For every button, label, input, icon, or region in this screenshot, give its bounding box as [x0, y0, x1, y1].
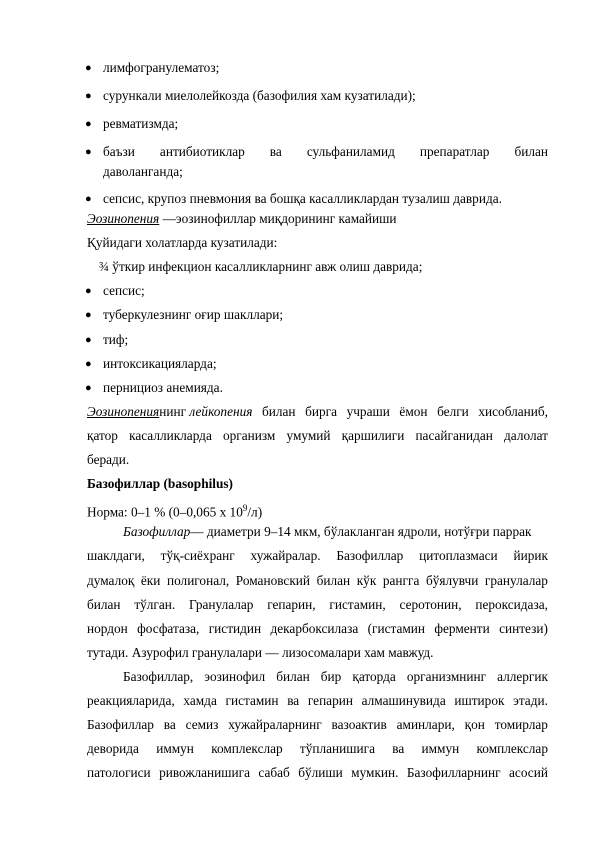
paragraph-line: Эозинопениянинг лейкопения билан бирга учраши ёмон белги хисобланиб, [87, 404, 548, 419]
word: касалликларда [129, 428, 212, 443]
justified-line [87, 764, 548, 782]
word: Базофилларнинг [406, 765, 501, 780]
word: комплекслар [476, 741, 548, 756]
justified-line [87, 572, 548, 590]
word: далолат [504, 428, 548, 443]
word: гистамин, [329, 597, 386, 612]
word: ва [287, 693, 300, 708]
word: цитоплазмаси [419, 548, 498, 563]
justified-line [87, 427, 548, 445]
word: думалоқ [87, 573, 135, 588]
word: эозинофил [204, 669, 266, 684]
word: семиз [185, 717, 219, 732]
bullet-icon: ● [85, 382, 92, 394]
word: бир [320, 669, 342, 684]
word: деворида [87, 741, 139, 756]
word: фосфатаза, [137, 621, 200, 636]
word: сабаб [258, 765, 290, 780]
word: полигонал, [166, 573, 230, 588]
word: ва [163, 717, 176, 732]
word: гранулалар [484, 573, 548, 588]
word: кўк [356, 573, 377, 588]
word: қаторда [352, 669, 396, 684]
justified-line [87, 692, 548, 710]
word: сульфаниламид [306, 144, 395, 159]
word: патологиси [87, 765, 151, 780]
bullet-icon: ● [85, 358, 92, 370]
word: ва [269, 144, 282, 159]
word: пасайганидан [415, 428, 493, 443]
norm-line: Норма: 0–1 % (0–0,065 х $10^9/л$) [87, 503, 263, 520]
bullet-icon: ● [85, 334, 92, 346]
word: билан [316, 573, 351, 588]
observed-heading: Қуйидаги холатларда кузатилади: [87, 235, 278, 250]
word: хамда [183, 693, 217, 708]
paragraph-line: тутади. Азурофил гранулалари — лизосомалари хам мавжуд. [87, 645, 434, 660]
paragraph-line: беради. [87, 452, 130, 467]
word: шаклдаги, [87, 548, 145, 563]
word: аминлари, [396, 717, 455, 732]
word: тўқ-сиёхранг [160, 548, 235, 563]
word: иштирок [454, 693, 505, 708]
word: билан [514, 144, 548, 159]
paragraph-line: Базофиллар— диаметри 9–14 мкм, бўлакланган ядроли, нотўғри паррак [123, 524, 532, 539]
bullet-icon: ● [85, 285, 92, 297]
word: Гранулалар [189, 597, 254, 612]
word: этади. [513, 693, 548, 708]
word: қаршилиги [341, 428, 405, 443]
justified-line [103, 143, 548, 161]
word: антибиотиклар [159, 144, 245, 159]
word: ривожланишига [159, 765, 250, 780]
word: организмнинг [406, 669, 487, 684]
section-title: Базофиллар (basophilus) [87, 476, 233, 491]
term-eosinopenia: Эозинопения [87, 211, 160, 226]
list-item-continuation: даволанганда; [103, 164, 183, 179]
document-page: ● лимфогранулематоз; ● сурункали миелолейкозда (базофилия хам кузатилади); ● ревматизмда; ● баъзи антибиотиклар ва сульфаниламид препаратлар билан даволанганда; ● сепсис, крупоз пневмония ва бошқа касалликлардан тузалиш даврида. Эозинопения —эозинофиллар миқдорининг камайиши Қуйидаги холатларда кузатилади: ¾ ўткир инфекцион касалликларнинг авж олиш даврида; ● сепсис; ● туберкулезнинг оғир шакллари; ● тиф; ● интоксикацияларда; ● пернициоз анемияда. Эозинопениянинг лейкопения билан бирга учраши ёмон белги хисобланиб, қатор касалликларда организм умумий қаршилиги пасайганидан далолат беради. Базофиллар (basophilus) Норма: 0–1 % (0–0,065 х $10^9/л$) Базофиллар— диаметри 9–14 мкм, бўлакланган ядроли, нотўғри паррак шаклдаги, тўқ-сиёхранг хужайралар. Базофиллар цитоплазмаси йирик думалоқ ёки полигонал, Романовский билан кўк рангга бўялувчи гранулалар билан тўлган. Гранулалар гепарин, гистамин, серотонин, пероксидаза, нордон фосфатаза, гистидин декарбоксилаза (гистамин ферменти синтези) тутади. Азурофил гранулалари — лизосомалари хам мавжуд. Базофиллар, эозинофил билан бир қаторда организмнинг аллергик реакцияларида, хамда гистамин ва гепарин алмашинувида иштирок этади. Базофиллар ва семиз хужайраларнинг вазоактив аминлари, қон томирлар деворида иммун комплекслар тўпланишига ва иммун комплекслар патологиси ривожланишига сабаб бўлиши мумкин. Базофилларнинг асосий [0, 0, 596, 842]
word: мумкин. [351, 765, 399, 780]
word: асосий [509, 765, 548, 780]
word: (гистамин [367, 621, 426, 636]
definition-line [87, 210, 596, 228]
word: реакцияларида, [87, 693, 175, 708]
word: Романовский [235, 573, 311, 588]
word: гепарин, [267, 597, 316, 612]
word: Базофиллар [336, 548, 404, 563]
word: билан [276, 669, 310, 684]
bullet-icon: ● [85, 193, 92, 205]
word: гистамин [225, 693, 279, 708]
definition-text: —эозинофиллар миқдорининг камайиши [159, 211, 397, 226]
justified-line [87, 740, 548, 758]
bullet-icon: ● [85, 118, 92, 130]
term-eosinopenia: Эозинопения [87, 404, 160, 419]
word: пероксидаза, [475, 597, 548, 612]
bullet-icon: ● [85, 90, 92, 102]
word: тўлган. [134, 597, 176, 612]
justified-line [87, 716, 548, 734]
word: ферменти [434, 621, 490, 636]
justified-line [123, 668, 548, 686]
word: умумий [286, 428, 331, 443]
bullet-icon: ● [85, 62, 92, 74]
word: рангга [382, 573, 420, 588]
bullet-icon: ● [85, 146, 92, 158]
term-basophils: Базофиллар [123, 524, 191, 539]
word: ва [392, 741, 405, 756]
word: аллергик [497, 669, 548, 684]
word: йирик [513, 548, 548, 563]
word: томирлар [494, 717, 548, 732]
word: баъзи [103, 144, 135, 159]
word: серотонин, [399, 597, 462, 612]
word: препаратлар [419, 144, 490, 159]
justified-line [87, 596, 548, 614]
word: ёки [140, 573, 161, 588]
word: бўялувчи [425, 573, 479, 588]
justified-line [87, 547, 548, 565]
word: гепарин [307, 693, 353, 708]
arrow-list-item: ¾ ўткир инфекцион касалликларнинг авж олиш даврида; [99, 259, 423, 274]
word: тўпланишига [299, 741, 375, 756]
word: хужайраларнинг [228, 717, 322, 732]
word: декарбоксилаза [270, 621, 359, 636]
word: билан [87, 597, 121, 612]
word: комплекслар [211, 741, 283, 756]
word: синтези) [499, 621, 548, 636]
word: Базофиллар, [123, 669, 194, 684]
word: гистидин [208, 621, 262, 636]
word: хужайралар. [250, 548, 321, 563]
word: бўлиши [298, 765, 343, 780]
bullet-icon: ● [85, 309, 92, 321]
word: вазоактив [331, 717, 387, 732]
justified-line [87, 620, 548, 638]
word: нордон [87, 621, 128, 636]
word: иммун [421, 741, 460, 756]
term-leukopenia: лейкопения [189, 404, 253, 419]
word: қон [464, 717, 485, 732]
word: организм [222, 428, 276, 443]
word: қатор [87, 428, 118, 443]
word: алмашинувида [361, 693, 446, 708]
word: иммун [156, 741, 194, 756]
word: Базофиллар [87, 717, 154, 732]
